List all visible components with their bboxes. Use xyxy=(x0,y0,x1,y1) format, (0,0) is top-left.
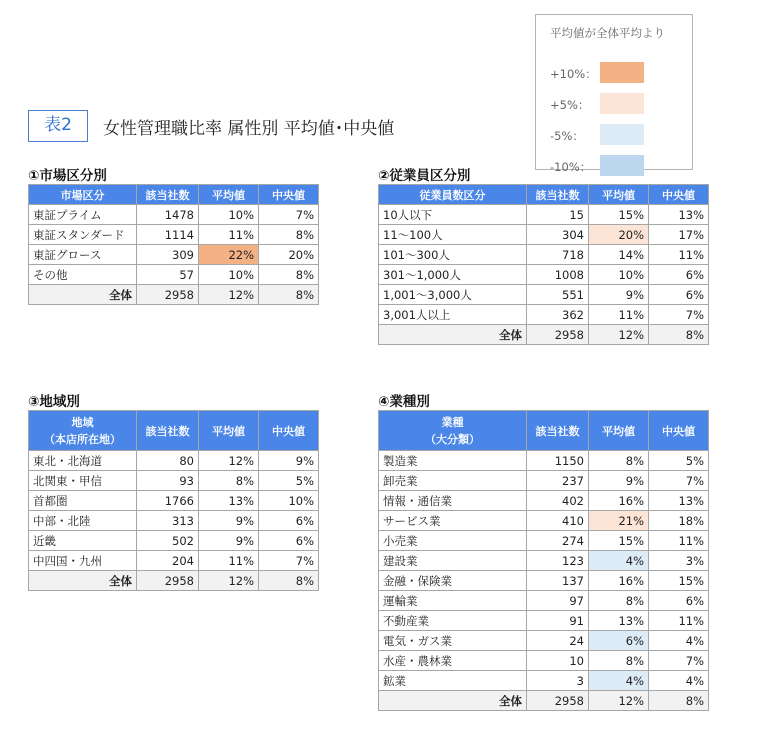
row-label: 1,001～3,000人 xyxy=(379,285,527,305)
total-count: 2958 xyxy=(137,285,199,305)
median-value: 11% xyxy=(649,531,709,551)
employee-row xyxy=(379,285,709,305)
market-row xyxy=(29,265,319,285)
company-count: 80 xyxy=(137,451,199,471)
table-header-row xyxy=(379,185,709,205)
employee-row xyxy=(379,245,709,265)
company-count: 1008 xyxy=(527,265,589,285)
row-label: 運輸業 xyxy=(379,591,527,611)
column-header: 中央値 xyxy=(259,185,319,205)
average-value: 15% xyxy=(589,205,649,225)
employee-row xyxy=(379,305,709,325)
industry-row xyxy=(379,511,709,531)
company-count: 57 xyxy=(137,265,199,285)
total-average: 12% xyxy=(589,691,649,711)
total-row xyxy=(379,325,709,345)
section-title-region: ③地域別 xyxy=(28,394,80,410)
average-value: 8% xyxy=(589,651,649,671)
market-table xyxy=(28,184,319,305)
row-label: 製造業 xyxy=(379,451,527,471)
region-row xyxy=(29,471,319,491)
employee-row xyxy=(379,225,709,245)
row-label: 3,001人以上 xyxy=(379,305,527,325)
row-label: 北関東・甲信 xyxy=(29,471,137,491)
legend-swatch-plus5 xyxy=(600,93,644,114)
industry-table xyxy=(378,410,709,711)
median-value: 5% xyxy=(259,471,319,491)
row-label: 東証グロース xyxy=(29,245,137,265)
average-value: 10% xyxy=(199,265,259,285)
average-value: 4% xyxy=(589,671,649,691)
median-value: 11% xyxy=(649,245,709,265)
table-tag: 表2 xyxy=(28,110,88,142)
column-header: 平均値 xyxy=(589,185,649,205)
company-count: 502 xyxy=(137,531,199,551)
median-value: 6% xyxy=(649,285,709,305)
region-table xyxy=(28,410,319,591)
region-row xyxy=(29,491,319,511)
industry-row xyxy=(379,591,709,611)
average-value: 10% xyxy=(199,205,259,225)
average-value: 11% xyxy=(199,225,259,245)
company-count: 237 xyxy=(527,471,589,491)
median-value: 5% xyxy=(649,451,709,471)
median-value: 9% xyxy=(259,451,319,471)
page-title: 女性管理職比率 属性別 平均値･中央値 xyxy=(103,119,395,139)
column-header: 市場区分 xyxy=(29,185,137,205)
row-label: 東証プライム xyxy=(29,205,137,225)
total-label: 全体 xyxy=(29,571,137,591)
average-value: 10% xyxy=(589,265,649,285)
total-count: 2958 xyxy=(137,571,199,591)
total-average: 12% xyxy=(199,571,259,591)
region-row xyxy=(29,551,319,571)
row-label: 101～300人 xyxy=(379,245,527,265)
total-average: 12% xyxy=(199,285,259,305)
company-count: 97 xyxy=(527,591,589,611)
column-header: 中央値 xyxy=(259,411,319,451)
company-count: 3 xyxy=(527,671,589,691)
average-value: 9% xyxy=(199,531,259,551)
company-count: 362 xyxy=(527,305,589,325)
company-count: 313 xyxy=(137,511,199,531)
median-value: 6% xyxy=(259,511,319,531)
market-row xyxy=(29,225,319,245)
column-header: 地域 （本店所在地） xyxy=(29,411,137,451)
table-header-row xyxy=(379,411,709,451)
company-count: 1150 xyxy=(527,451,589,471)
company-count: 123 xyxy=(527,551,589,571)
company-count: 91 xyxy=(527,611,589,631)
median-value: 11% xyxy=(649,611,709,631)
row-label: 首都圏 xyxy=(29,491,137,511)
total-median: 8% xyxy=(649,325,709,345)
average-value: 13% xyxy=(199,491,259,511)
company-count: 410 xyxy=(527,511,589,531)
row-label: 東証スタンダード xyxy=(29,225,137,245)
market-row xyxy=(29,245,319,265)
average-value: 21% xyxy=(589,511,649,531)
company-count: 402 xyxy=(527,491,589,511)
column-header: 平均値 xyxy=(199,185,259,205)
legend-label-plus10: +10%： xyxy=(550,67,597,81)
legend-title: 平均値が全体平均より xyxy=(550,26,665,40)
row-label: 301～1,000人 xyxy=(379,265,527,285)
row-label: 中四国・九州 xyxy=(29,551,137,571)
company-count: 24 xyxy=(527,631,589,651)
total-median: 8% xyxy=(259,285,319,305)
company-count: 551 xyxy=(527,285,589,305)
column-header: 中央値 xyxy=(649,411,709,451)
legend-swatch-minus10 xyxy=(600,155,644,176)
row-label: 建設業 xyxy=(379,551,527,571)
average-value: 22% xyxy=(199,245,259,265)
median-value: 6% xyxy=(259,531,319,551)
market-row xyxy=(29,205,319,225)
row-label: 中部・北陸 xyxy=(29,511,137,531)
median-value: 15% xyxy=(649,571,709,591)
total-count: 2958 xyxy=(527,691,589,711)
industry-row xyxy=(379,471,709,491)
legend-swatch-plus10 xyxy=(600,62,644,83)
company-count: 304 xyxy=(527,225,589,245)
median-value: 10% xyxy=(259,491,319,511)
average-value: 9% xyxy=(589,285,649,305)
average-value: 16% xyxy=(589,491,649,511)
column-header: 該当社数 xyxy=(527,185,589,205)
median-value: 6% xyxy=(649,265,709,285)
median-value: 8% xyxy=(259,265,319,285)
region-row xyxy=(29,511,319,531)
row-label: 東北・北海道 xyxy=(29,451,137,471)
table-header-row xyxy=(29,185,319,205)
average-value: 12% xyxy=(199,451,259,471)
total-label: 全体 xyxy=(379,691,527,711)
median-value: 7% xyxy=(259,205,319,225)
company-count: 10 xyxy=(527,651,589,671)
median-value: 7% xyxy=(259,551,319,571)
industry-row xyxy=(379,531,709,551)
median-value: 3% xyxy=(649,551,709,571)
median-value: 7% xyxy=(649,305,709,325)
average-value: 16% xyxy=(589,571,649,591)
total-label: 全体 xyxy=(29,285,137,305)
average-value: 6% xyxy=(589,631,649,651)
industry-row xyxy=(379,671,709,691)
industry-row xyxy=(379,551,709,571)
total-average: 12% xyxy=(589,325,649,345)
company-count: 204 xyxy=(137,551,199,571)
company-count: 93 xyxy=(137,471,199,491)
average-value: 9% xyxy=(199,511,259,531)
column-header: 平均値 xyxy=(589,411,649,451)
column-header: 平均値 xyxy=(199,411,259,451)
median-value: 7% xyxy=(649,471,709,491)
row-label: 電気・ガス業 xyxy=(379,631,527,651)
total-count: 2958 xyxy=(527,325,589,345)
legend-label-minus5: -5%： xyxy=(550,129,584,143)
median-value: 13% xyxy=(649,205,709,225)
column-header: 該当社数 xyxy=(137,411,199,451)
average-value: 13% xyxy=(589,611,649,631)
column-header: 業種 （大分類） xyxy=(379,411,527,451)
company-count: 1766 xyxy=(137,491,199,511)
average-value: 14% xyxy=(589,245,649,265)
region-row xyxy=(29,451,319,471)
company-count: 309 xyxy=(137,245,199,265)
company-count: 1114 xyxy=(137,225,199,245)
median-value: 13% xyxy=(649,491,709,511)
average-value: 8% xyxy=(199,471,259,491)
total-median: 8% xyxy=(649,691,709,711)
column-header: 該当社数 xyxy=(137,185,199,205)
average-value: 20% xyxy=(589,225,649,245)
company-count: 274 xyxy=(527,531,589,551)
row-label: サービス業 xyxy=(379,511,527,531)
average-value: 8% xyxy=(589,591,649,611)
employee-table xyxy=(378,184,709,345)
total-row xyxy=(29,571,319,591)
average-value: 4% xyxy=(589,551,649,571)
average-value: 11% xyxy=(589,305,649,325)
median-value: 20% xyxy=(259,245,319,265)
legend-label-minus10: -10%： xyxy=(550,160,592,174)
row-label: 卸売業 xyxy=(379,471,527,491)
median-value: 4% xyxy=(649,631,709,651)
company-count: 15 xyxy=(527,205,589,225)
row-label: 鉱業 xyxy=(379,671,527,691)
region-row xyxy=(29,531,319,551)
median-value: 17% xyxy=(649,225,709,245)
section-title-market: ①市場区分別 xyxy=(28,168,107,184)
industry-row xyxy=(379,451,709,471)
total-row xyxy=(29,285,319,305)
total-label: 全体 xyxy=(379,325,527,345)
average-value: 8% xyxy=(589,451,649,471)
median-value: 4% xyxy=(649,671,709,691)
total-row xyxy=(379,691,709,711)
column-header: 該当社数 xyxy=(527,411,589,451)
average-value: 15% xyxy=(589,531,649,551)
median-value: 7% xyxy=(649,651,709,671)
legend-label-plus5: +5%： xyxy=(550,98,590,112)
legend-box xyxy=(535,14,693,174)
average-value: 9% xyxy=(589,471,649,491)
table-header-row xyxy=(29,411,319,451)
row-label: 近畿 xyxy=(29,531,137,551)
average-value: 11% xyxy=(199,551,259,571)
employee-row xyxy=(379,265,709,285)
column-header: 従業員数区分 xyxy=(379,185,527,205)
industry-row xyxy=(379,491,709,511)
section-title-industry: ④業種別 xyxy=(378,394,430,410)
row-label: 金融・保険業 xyxy=(379,571,527,591)
median-value: 18% xyxy=(649,511,709,531)
median-value: 8% xyxy=(259,225,319,245)
company-count: 137 xyxy=(527,571,589,591)
company-count: 718 xyxy=(527,245,589,265)
company-count: 1478 xyxy=(137,205,199,225)
row-label: 水産・農林業 xyxy=(379,651,527,671)
industry-row xyxy=(379,571,709,591)
employee-row xyxy=(379,205,709,225)
total-median: 8% xyxy=(259,571,319,591)
legend-swatch-minus5 xyxy=(600,124,644,145)
section-title-employees: ②従業員区分別 xyxy=(378,168,471,184)
industry-row xyxy=(379,651,709,671)
column-header: 中央値 xyxy=(649,185,709,205)
industry-row xyxy=(379,611,709,631)
row-label: 10人以下 xyxy=(379,205,527,225)
row-label: 小売業 xyxy=(379,531,527,551)
row-label: 不動産業 xyxy=(379,611,527,631)
row-label: 情報・通信業 xyxy=(379,491,527,511)
median-value: 6% xyxy=(649,591,709,611)
row-label: 11～100人 xyxy=(379,225,527,245)
industry-row xyxy=(379,631,709,651)
row-label: その他 xyxy=(29,265,137,285)
